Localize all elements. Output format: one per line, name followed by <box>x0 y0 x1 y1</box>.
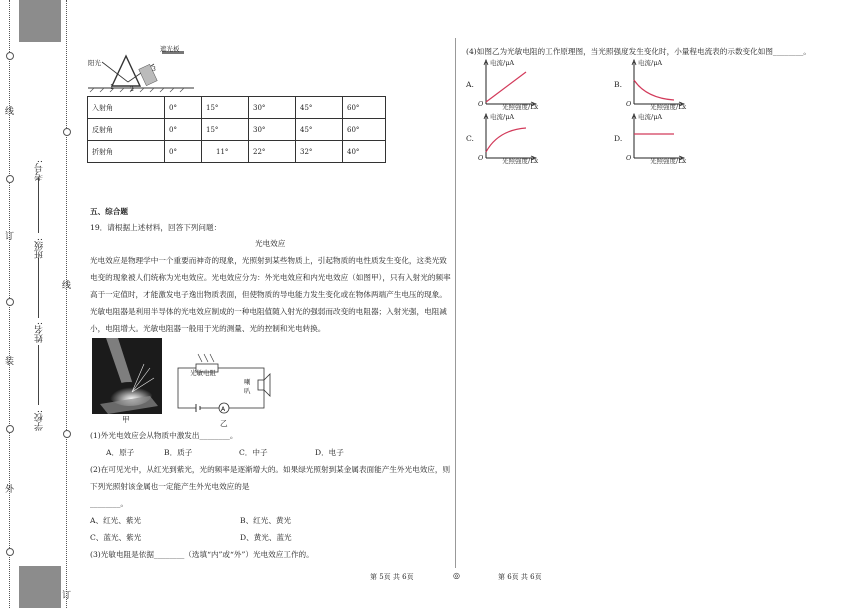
binding-margin <box>0 0 72 608</box>
graph-option-a[interactable] <box>466 58 586 110</box>
graph-option-letter: B. <box>614 80 622 89</box>
binding-outer-label: 外 <box>5 485 15 495</box>
diagram-num-3: 3 <box>152 66 156 73</box>
graph-ylabel: 电流/μA <box>638 113 663 121</box>
graph-xlabel: 光照强度/Lx <box>650 103 687 111</box>
diagram-num-2: 2 <box>130 86 134 93</box>
graph-option-d[interactable] <box>614 112 734 164</box>
table-row-label: 折射角 <box>88 141 165 163</box>
graph-curve <box>486 72 526 102</box>
table-row <box>88 141 386 163</box>
name-field[interactable] <box>38 258 39 318</box>
table-cell: 32° <box>296 141 343 163</box>
question-4: (4)如图乙为光敏电阻的工作原理图，当光照强度发生变化时，小量程电流表的示数变化如图________。 <box>466 47 811 56</box>
graph-curve <box>634 80 674 100</box>
table-cell: 11° <box>202 141 249 163</box>
binding-glyph: 线 <box>62 281 72 291</box>
graph-option-letter: A. <box>466 80 474 89</box>
photoelectric-photo <box>92 338 162 414</box>
graph-curve <box>486 128 526 152</box>
school-field[interactable] <box>38 345 39 405</box>
graph-ylabel: 电流/μA <box>638 59 663 67</box>
table-cell: 0° <box>165 119 202 141</box>
binding-hole <box>6 52 14 60</box>
graph-xlabel: 光照强度/Lx <box>650 157 687 165</box>
graph-option-letter: C. <box>466 134 474 143</box>
binding-strip-bottom <box>19 566 61 608</box>
svg-text:A: A <box>221 406 226 413</box>
binding-glyph: 订 <box>62 591 72 601</box>
table-cell: 0° <box>165 97 202 119</box>
sun-label: 阳光 <box>88 59 101 67</box>
table-cell: 45° <box>296 97 343 119</box>
q1-option-d[interactable]: D．电子 <box>315 448 344 457</box>
section-heading: 五、综合题 <box>90 207 128 216</box>
binding-glyph: 线 <box>5 107 15 117</box>
table-row <box>88 97 386 119</box>
binding-hole <box>63 430 71 438</box>
table-cell: 30° <box>249 97 296 119</box>
question-1: (1)外光电效应会从物质中激发出________。 <box>90 431 238 440</box>
graph-origin: O <box>626 100 632 108</box>
class-field[interactable] <box>38 178 39 233</box>
table-cell: 15° <box>202 119 249 141</box>
binding-dotted-line-inner <box>66 0 67 608</box>
graph-axes <box>486 62 534 104</box>
binding-hole <box>6 175 14 183</box>
graph-option-b[interactable] <box>614 58 734 110</box>
graph-xlabel: 光照强度/Lx <box>502 103 539 111</box>
graph-origin: O <box>478 154 484 162</box>
table-cell: 60° <box>343 119 386 141</box>
circuit-speaker-label: 喇 叭 <box>244 378 251 395</box>
graph-xlabel: 光照强度/Lx <box>502 157 539 165</box>
graph-option-letter: D. <box>614 134 623 143</box>
graph-origin: O <box>478 100 484 108</box>
graph-ylabel: 电流/μA <box>490 113 515 121</box>
binding-hole <box>63 128 71 136</box>
q2-option-d[interactable]: D、黄光、蓝光 <box>240 533 292 542</box>
shield-label: 遮光板 <box>160 45 180 53</box>
class-label: 班级: <box>35 238 45 260</box>
question-19: 19．请根据上述材料，回答下列问题： <box>90 223 222 232</box>
figure-yi-label: 乙 <box>220 419 228 428</box>
binding-hole <box>6 298 14 306</box>
q2-option-a[interactable]: A、红光、紫光 <box>90 516 142 525</box>
binding-strip-top <box>19 0 61 42</box>
graph-axes <box>634 116 682 158</box>
table-row <box>88 119 386 141</box>
page-number-right: 第 6页 共 6页 <box>498 573 542 581</box>
name-label: 姓名: <box>35 322 45 344</box>
circuit-resistor-label: 光敏电阻 <box>190 369 216 377</box>
article-para2-line: 小，电阻增大。光敏电阻器一般用于光的测量、光的控制和光电转换。 <box>90 324 326 333</box>
school-label: 学校: <box>35 410 45 432</box>
circuit-diagram <box>172 350 272 418</box>
table-cell: 60° <box>343 97 386 119</box>
article-para1-line: 光电效应是物理学中一个重要而神奇的现象，光照射到某些物质上，引起物质的电性质发生变化，这类光致 <box>90 256 447 265</box>
table-row-label: 入射角 <box>88 97 165 119</box>
article-title: 光电效应 <box>255 239 286 248</box>
q2-option-b[interactable]: B、红光、黄光 <box>240 516 292 525</box>
question-3: (3)光敏电阻是依据________（选填“内”或“外”）光电效应工作的。 <box>90 550 314 559</box>
page-number-left: 第 5页 共 6页 <box>370 573 414 581</box>
table-cell: 30° <box>249 119 296 141</box>
question-2-line: (2)在可见光中，从红光到紫光，光的频率是逐渐增大的。如果绿光照射到某金属表面能产生外光电效应，则 <box>90 465 451 474</box>
exam-id-label: 考号: <box>35 160 45 182</box>
q2-option-c[interactable]: C、蓝光、紫光 <box>90 533 142 542</box>
table-cell: 15° <box>202 97 249 119</box>
table-row-label: 反射角 <box>88 119 165 141</box>
binding-glyph: 订 <box>5 232 15 242</box>
graph-option-c[interactable] <box>466 112 586 164</box>
table-cell: 22° <box>249 141 296 163</box>
table-cell: 45° <box>296 119 343 141</box>
table-cell: 40° <box>343 141 386 163</box>
q1-option-c[interactable]: C．中子 <box>239 448 268 457</box>
q1-option-b[interactable]: B．质子 <box>164 448 193 457</box>
graph-axes <box>486 116 534 158</box>
binding-glyph: 装 <box>5 357 15 367</box>
page-divider <box>455 38 456 568</box>
binding-hole <box>6 425 14 433</box>
figure-jia-label: 甲 <box>122 415 130 424</box>
graph-ylabel: 电流/μA <box>490 59 515 67</box>
article-para2-line: 光敏电阻器是利用半导体的光电效应制成的一种电阻值随入射光的强弱而改变的电阻器；入射光强，电阻减 <box>90 307 447 316</box>
q1-option-a[interactable]: A．原子 <box>106 448 135 457</box>
question-2-line: 下列光照射该金属也一定能产生外光电效应的是 <box>90 482 250 491</box>
question-2-blank: ________。 <box>90 499 128 508</box>
table-cell: 0° <box>165 141 202 163</box>
diagram-num-1: 1 <box>110 84 114 91</box>
footer-ring-icon: ◎ <box>453 571 460 580</box>
graph-origin: O <box>626 154 632 162</box>
article-para1-line: 高于一定值时，才能激发电子逸出物质表面，但使物质的导电能力发生变化或在物体两端产生电压的现象。 <box>90 290 447 299</box>
binding-hole <box>6 548 14 556</box>
article-para1-line: 电变的现象被人们统称为光电效应。光电效应分为：外光电效应和内光电效应（如图甲），只有入射光的频率 <box>90 273 451 282</box>
angle-table <box>87 96 386 163</box>
